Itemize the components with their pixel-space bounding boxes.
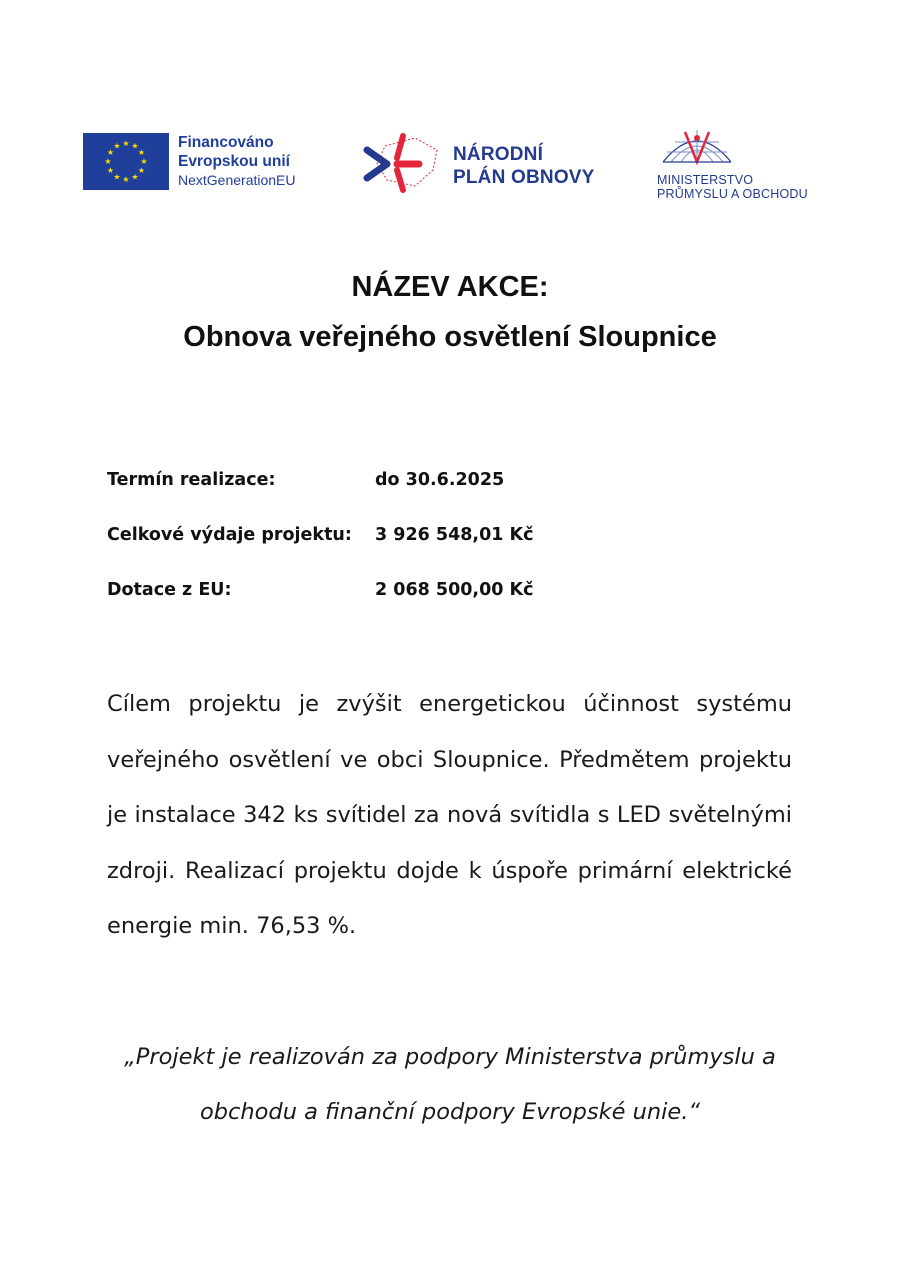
project-facts [107,452,533,617]
fact-row-eu-subsidy [107,562,533,617]
support-quote: „Projekt je realizován za podpory Ministerstva průmyslu a obchodu a finanční podpory Evropské unie.“ [124,1044,776,1125]
mpo-line-2: PRŮMYSLU A OBCHODU [657,187,808,201]
eu-line-2: Evropskou unií [178,153,290,170]
svg-text:★: ★ [106,166,115,175]
title-block [0,262,900,362]
eu-line-3: NextGenerationEU [178,172,296,188]
mpo-line-1: MINISTERSTVO [657,173,754,187]
npo-logo [355,128,595,203]
project-description: Cílem projektu je zvýšit energetickou účinnost systému veřejného osvětlení ve obci Sloupnice. Předmětem projektu je instalace 342 ks svítidel za nová svítidla s LED světelnými zdroji. Realizací projektu dojde k úspoře primární elektrické energie min. 76,53 %. [107,691,792,939]
fact-row-total-cost [107,507,533,562]
fact-value: 2 068 500,00 Kč [375,579,534,600]
eu-flag-icon [83,133,169,190]
svg-text:★: ★ [122,175,130,184]
fact-label: Celkové výdaje projektu: [107,524,352,545]
svg-text:★: ★ [137,166,146,175]
mpo-text [657,173,808,201]
npo-text [453,143,595,189]
fact-value: do 30.6.2025 [375,469,505,490]
svg-text:★: ★ [122,139,130,148]
logo-bar [0,120,900,210]
svg-text:★: ★ [131,141,139,151]
svg-text:★: ★ [104,157,112,166]
mpo-logo [657,126,808,201]
eu-logo [83,133,296,190]
svg-text:★: ★ [137,148,146,157]
action-name: Obnova veřejného osvětlení Sloupnice [183,321,717,353]
eu-line-1: Financováno [178,134,274,151]
svg-text:★: ★ [106,148,115,157]
fact-label: Dotace z EU: [107,579,232,600]
svg-text:★: ★ [131,172,139,182]
eu-funding-text [178,133,296,190]
fact-label: Termín realizace: [107,469,276,490]
fact-row-term [107,452,533,507]
npo-arrow-star-icon [355,128,445,203]
npo-line-1: NÁRODNÍ [453,143,544,165]
npo-line-2: PLÁN OBNOVY [453,166,595,188]
fact-value: 3 926 548,01 Kč [375,524,534,545]
mpo-globe-icon [657,153,737,170]
svg-text:★: ★ [140,157,148,166]
action-heading: NÁZEV AKCE: [351,271,549,303]
svg-text:★: ★ [113,172,121,182]
svg-text:★: ★ [113,141,121,151]
